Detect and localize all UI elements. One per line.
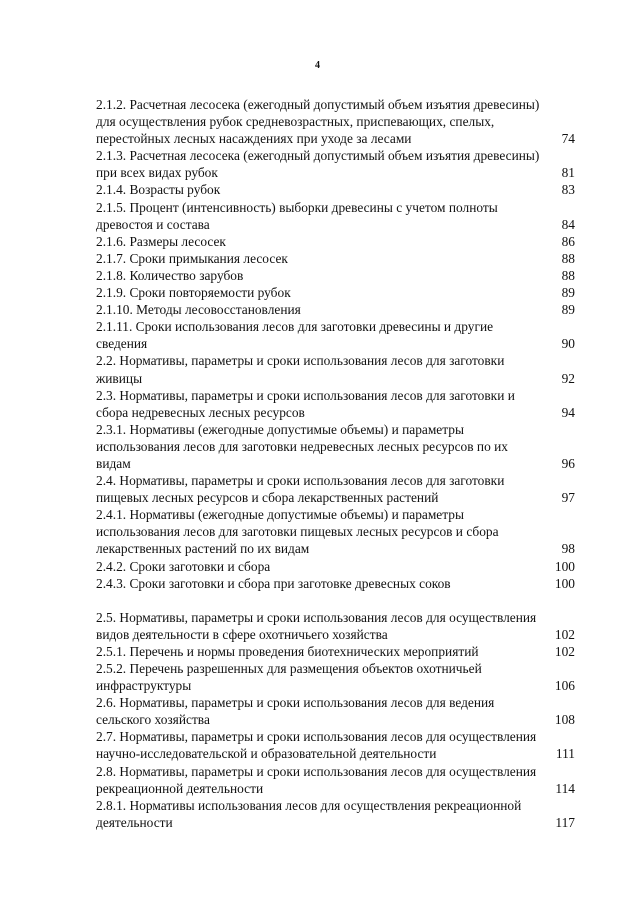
- toc-entry-title-line: 2.1.7. Сроки примыкания лесосек: [96, 250, 288, 266]
- toc-entry-title-line: 2.5. Нормативы, параметры и сроки использования лесов для осуществления: [96, 609, 537, 625]
- toc-page-number: 102: [554, 643, 575, 659]
- toc-entry[interactable]: [96, 797, 575, 831]
- toc-entry[interactable]: [96, 318, 575, 352]
- toc-page-number: 88: [561, 267, 575, 283]
- toc-entry-title-line: перестойных лесных насаждениях при уходе за лесами: [96, 131, 412, 147]
- toc-page-number: 97: [561, 490, 575, 506]
- toc-entry-title-line: 2.1.9. Сроки повторяемости рубок: [96, 285, 291, 301]
- toc-page-number: 117: [555, 814, 575, 830]
- toc-entry[interactable]: [96, 763, 575, 797]
- toc-entry-title-line: 2.1.3. Расчетная лесосека (ежегодный допустимый объем изъятия древесины): [96, 148, 540, 164]
- toc-entry[interactable]: [96, 575, 575, 592]
- toc-page-number: 89: [561, 285, 575, 301]
- toc-page-number: 100: [554, 558, 575, 574]
- toc-entry-title-line: 2.8. Нормативы, параметры и сроки использования лесов для осуществления: [96, 763, 537, 779]
- section-spacer: [96, 592, 575, 609]
- toc-entry[interactable]: [96, 387, 575, 421]
- toc-entry-title-line: 2.6. Нормативы, параметры и сроки использования лесов для ведения: [96, 695, 495, 711]
- toc-entry-title-line: использования лесов для заготовки пищевых лесных ресурсов и сбора: [96, 524, 499, 540]
- toc-entry[interactable]: [96, 181, 575, 198]
- toc-entry-title-line: сельского хозяйства: [96, 712, 210, 728]
- toc-entry-title-line: деятельности: [96, 814, 173, 830]
- toc-entry[interactable]: [96, 147, 575, 181]
- toc-entry-title-line: видам: [96, 455, 131, 471]
- toc-page-number: 81: [561, 165, 575, 181]
- toc-page-number: 111: [555, 746, 575, 762]
- toc-entry-title-line: лекарственных растений по их видам: [96, 541, 310, 557]
- toc-entry-title-line: для осуществления рубок средневозрастных, приспевающих, спелых,: [96, 114, 495, 130]
- toc-entry-title-line: 2.1.11. Сроки использования лесов для заготовки древесины и другие: [96, 319, 494, 335]
- toc-entry-title-line: 2.1.10. Методы лесовосстановления: [96, 302, 301, 318]
- toc-entry-title-line: 2.1.8. Количество зарубов: [96, 267, 244, 283]
- toc-entry[interactable]: [96, 267, 575, 284]
- toc-page-number: 114: [555, 780, 575, 796]
- toc-entry-title-line: инфраструктуры: [96, 678, 192, 694]
- toc-entry[interactable]: [96, 421, 575, 472]
- toc-entry-title-line: использования лесов для заготовки недревесных лесных ресурсов по их: [96, 438, 508, 454]
- toc-page-number: 96: [561, 455, 575, 471]
- toc-entry-title-line: 2.1.4. Возрасты рубок: [96, 182, 221, 198]
- toc-entry[interactable]: [96, 694, 575, 728]
- toc-entry[interactable]: [96, 199, 575, 233]
- toc-page-number: 106: [554, 678, 575, 694]
- toc-entry[interactable]: [96, 558, 575, 575]
- toc-page-number: 108: [554, 712, 575, 728]
- toc-entry-title-line: сведения: [96, 336, 148, 352]
- toc-entry[interactable]: [96, 284, 575, 301]
- toc-page-number: 88: [561, 250, 575, 266]
- toc-page-number: 98: [561, 541, 575, 557]
- toc-entry-title-line: 2.1.2. Расчетная лесосека (ежегодный допустимый объем изъятия древесины): [96, 97, 540, 112]
- toc-entry[interactable]: [96, 728, 575, 762]
- toc-entry-title-line: древостоя и состава: [96, 216, 210, 232]
- toc-entry[interactable]: [96, 660, 575, 694]
- toc-entry[interactable]: [96, 609, 575, 643]
- toc-entry-title-line: научно-исследовательской и образовательной деятельности: [96, 746, 437, 762]
- toc-page-number: 94: [561, 404, 575, 420]
- toc-entry-title-line: 2.2. Нормативы, параметры и сроки использования лесов для заготовки: [96, 353, 505, 369]
- toc-entry-title-line: 2.4.3. Сроки заготовки и сбора при заготовке древесных соков: [96, 575, 451, 591]
- toc-page-number: 83: [561, 182, 575, 198]
- toc-entry-title-line: видов деятельности в сфере охотничьего хозяйства: [96, 626, 388, 642]
- toc-entry[interactable]: [96, 472, 575, 506]
- toc-entry[interactable]: [96, 233, 575, 250]
- toc-entry-title-line: 2.1.6. Размеры лесосек: [96, 233, 226, 249]
- toc-entry-title-line: 2.3.1. Нормативы (ежегодные допустимые объемы) и параметры: [96, 421, 464, 437]
- toc-page-number: 84: [561, 216, 575, 232]
- toc-entry[interactable]: [96, 301, 575, 318]
- toc-entry-title-line: сбора недревесных лесных ресурсов: [96, 404, 305, 420]
- toc-page-number: 74: [561, 131, 575, 147]
- toc-entry-title-line: 2.4. Нормативы, параметры и сроки использования лесов для заготовки: [96, 473, 505, 489]
- toc-page-number: 89: [561, 302, 575, 318]
- toc-entry-title-line: рекреационной деятельности: [96, 780, 264, 796]
- toc-page-number: 86: [561, 233, 575, 249]
- toc-entry[interactable]: [96, 643, 575, 660]
- toc-entry-title-line: 2.4.2. Сроки заготовки и сбора: [96, 558, 271, 574]
- toc-entry[interactable]: [96, 506, 575, 557]
- toc-page-number: 92: [561, 370, 575, 386]
- toc-entry[interactable]: [96, 352, 575, 386]
- toc-entry[interactable]: [96, 250, 575, 267]
- toc-entry-title-line: 2.1.5. Процент (интенсивность) выборки древесины с учетом полноты: [96, 199, 498, 215]
- table-of-contents: [96, 96, 575, 831]
- toc-page-number: 100: [554, 575, 575, 591]
- toc-entry-title-line: 2.4.1. Нормативы (ежегодные допустимые объемы) и параметры: [96, 507, 464, 523]
- toc-entry-title-line: пищевых лесных ресурсов и сбора лекарственных растений: [96, 490, 439, 506]
- toc-entry-title-line: 2.5.2. Перечень разрешенных для размещения объектов охотничьей: [96, 661, 482, 676]
- toc-entry-title-line: 2.3. Нормативы, параметры и сроки использования лесов для заготовки и: [96, 387, 515, 403]
- toc-entry-title-line: 2.5.1. Перечень и нормы проведения биотехнических мероприятий: [96, 643, 479, 659]
- page-number: 4: [315, 60, 320, 71]
- toc-entry[interactable]: [96, 96, 575, 147]
- toc-entry-title-line: живицы: [96, 370, 143, 386]
- toc-page-number: 90: [561, 336, 575, 352]
- toc-page-number: 102: [554, 626, 575, 642]
- toc-entry-title-line: 2.8.1. Нормативы использования лесов для осуществления рекреационной: [96, 797, 522, 813]
- toc-entry-title-line: при всех видах рубок: [96, 165, 218, 181]
- toc-entry-title-line: 2.7. Нормативы, параметры и сроки использования лесов для осуществления: [96, 729, 537, 745]
